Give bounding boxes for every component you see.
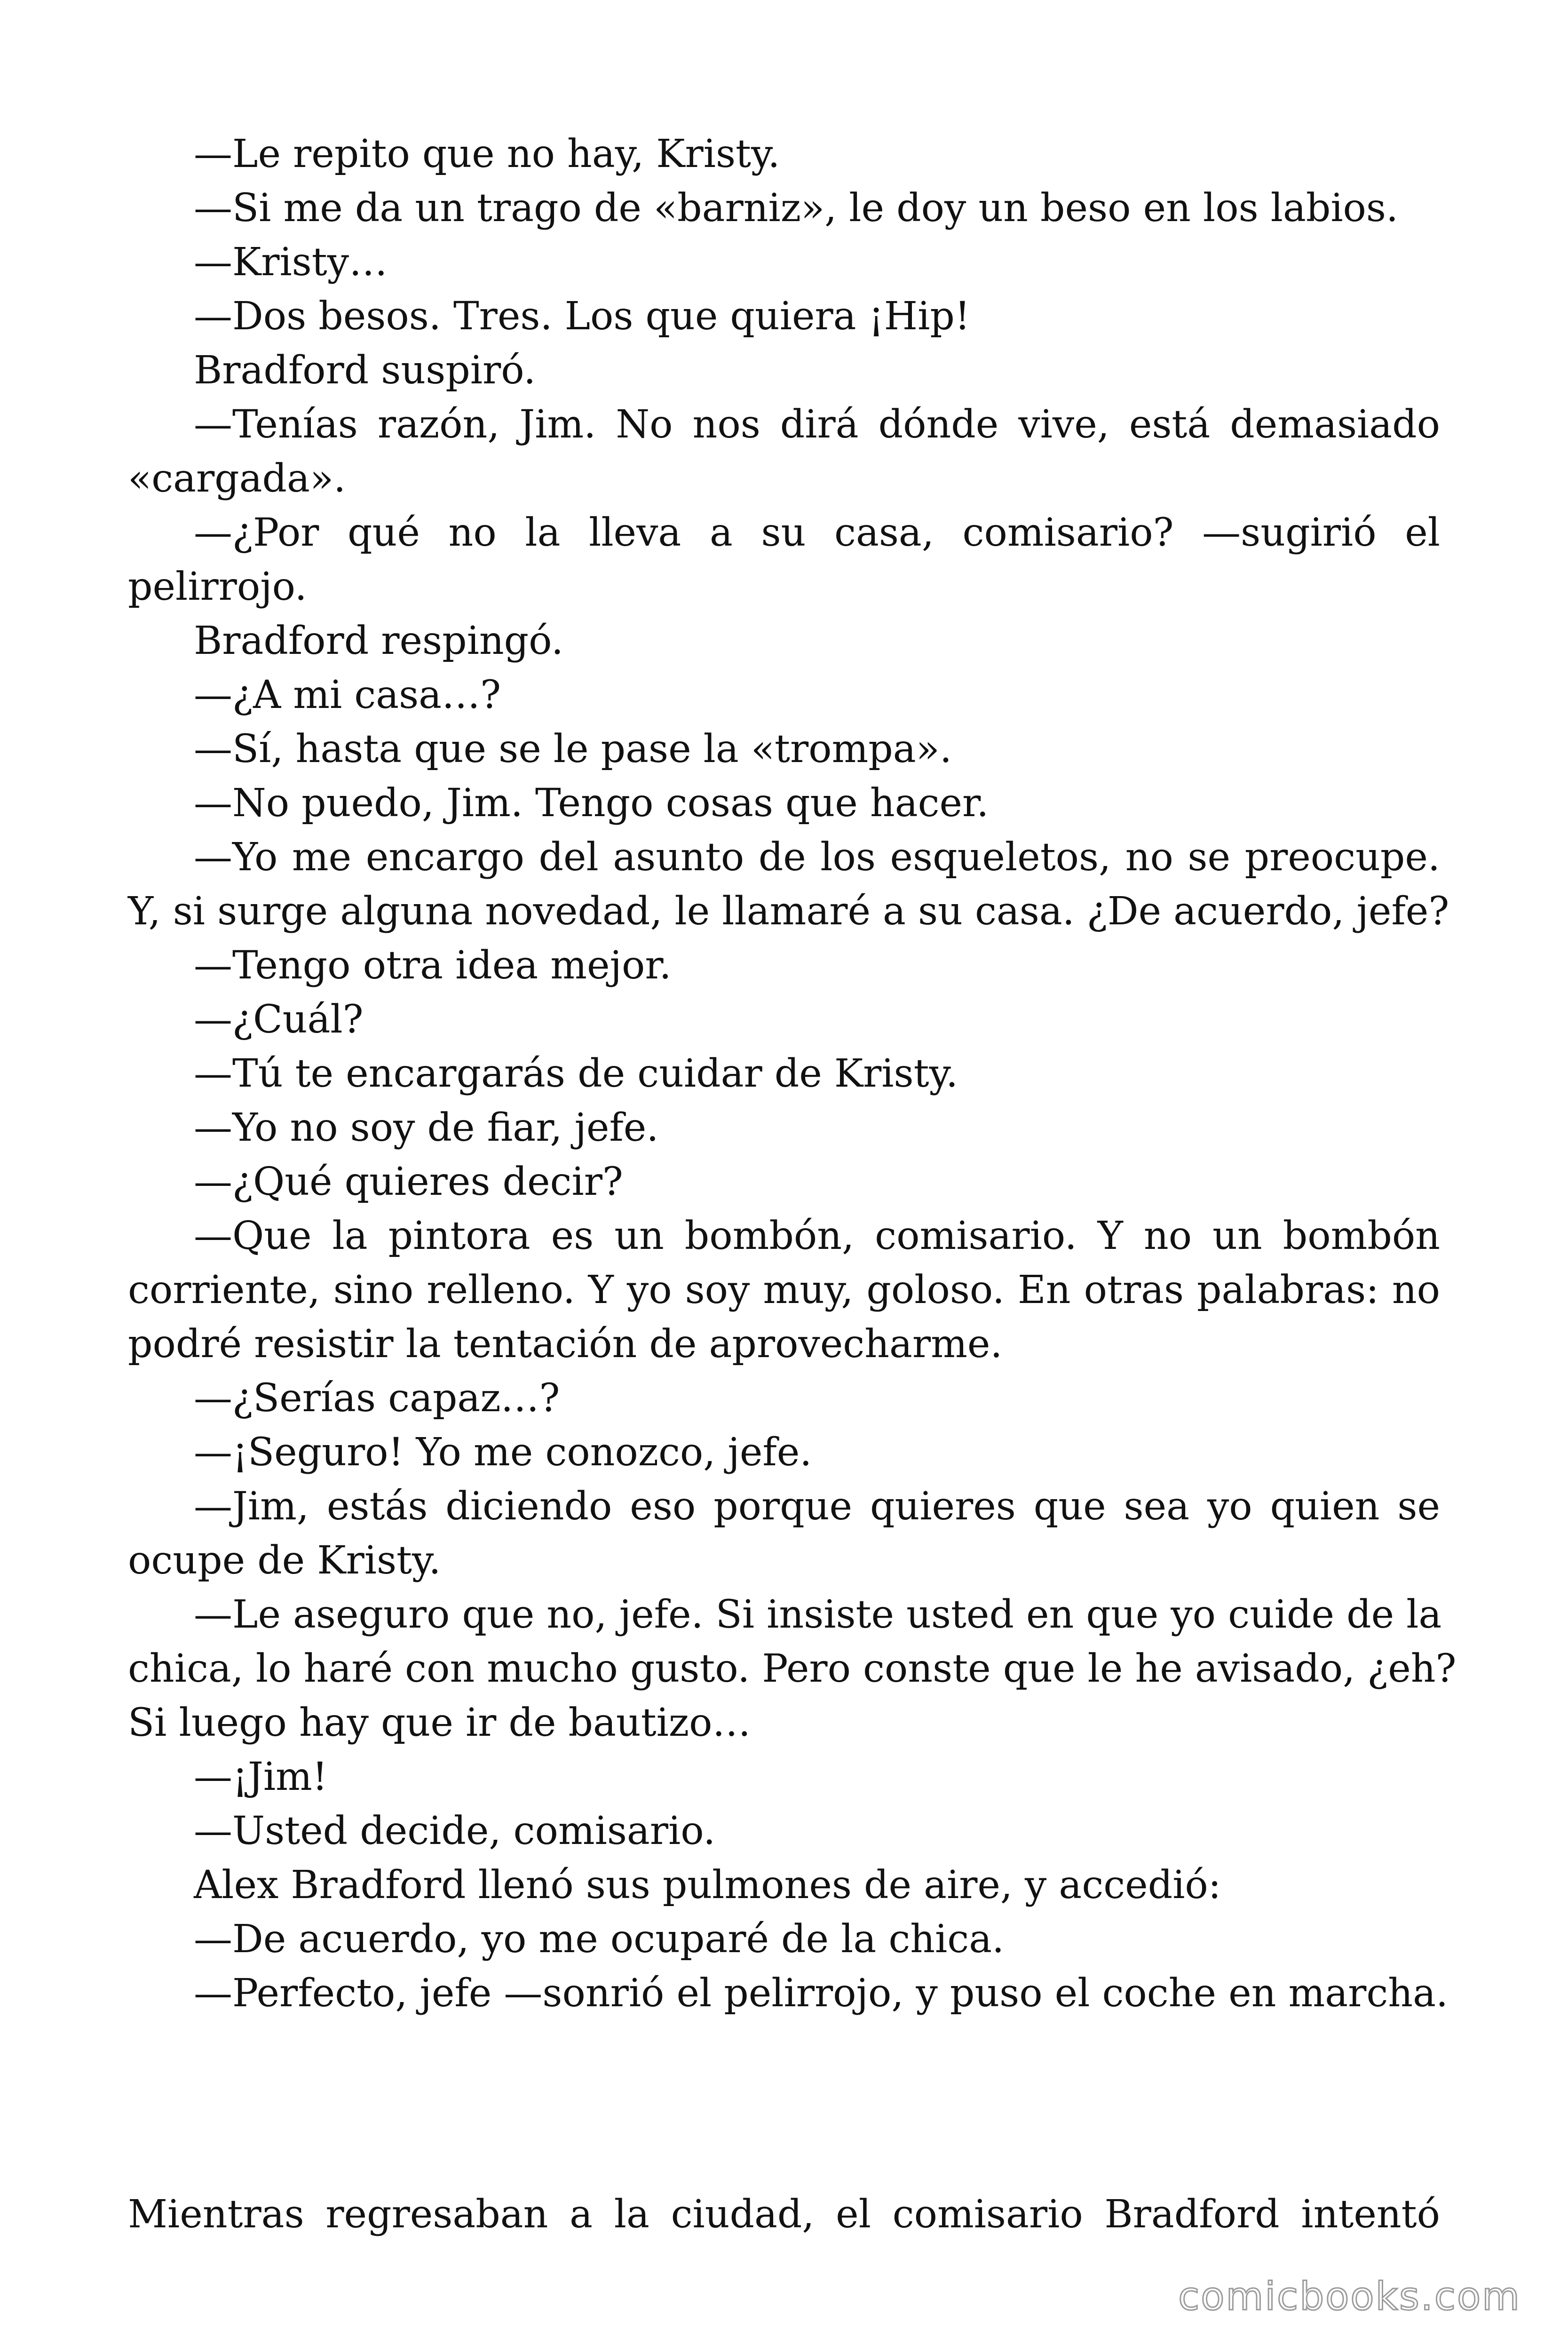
text-line: —De acuerdo, yo me ocuparé de la chica. bbox=[194, 1917, 1005, 1962]
text-line: podré resistir la tentación de aprovecharme. bbox=[128, 1322, 1003, 1367]
text-line: —Kristy… bbox=[194, 240, 388, 285]
text-line: —Yo no soy de fiar, jefe. bbox=[194, 1105, 659, 1150]
text-line: —Yo me encargo del asunto de los esqueletos, no se preocupe. bbox=[194, 835, 1440, 880]
text-line: —Jim, estás diciendo eso porque quieres que sea yo quien se bbox=[194, 1484, 1440, 1529]
text-line: Si luego hay que ir de bautizo… bbox=[128, 1700, 751, 1745]
text-line: Mientras regresaban a la ciudad, el comisario Bradford intentó bbox=[128, 2192, 1440, 2237]
page-body bbox=[128, 127, 1457, 2241]
text-line: —¿Qué quieres decir? bbox=[194, 1160, 623, 1204]
text-line: —Perfecto, jefe —sonrió el pelirrojo, y puso el coche en marcha. bbox=[194, 1971, 1449, 2016]
text-line: «cargada». bbox=[128, 456, 346, 501]
text-line: —¿A mi casa…? bbox=[194, 673, 501, 717]
text-line: —Tengo otra idea mejor. bbox=[194, 943, 672, 988]
text-line: —No puedo, Jim. Tengo cosas que hacer. bbox=[194, 781, 989, 826]
text-line: pelirrojo. bbox=[128, 564, 307, 609]
watermark-logo: comicbooks.com bbox=[1178, 2274, 1521, 2319]
text-line: Bradford suspiró. bbox=[194, 348, 536, 393]
text-line: —Le aseguro que no, jefe. Si insiste usted en que yo cuide de la bbox=[194, 1592, 1442, 1637]
text-line: Bradford respingó. bbox=[194, 619, 564, 663]
text-line: —Sí, hasta que se le pase la «trompa». bbox=[194, 727, 952, 771]
text-line: —Usted decide, comisario. bbox=[194, 1809, 716, 1853]
text-line: —Tú te encargarás de cuidar de Kristy. bbox=[194, 1051, 958, 1096]
text-line: —Tenías razón, Jim. No nos dirá dónde vive, está demasiado bbox=[194, 402, 1440, 447]
text-line: ocupe de Kristy. bbox=[128, 1538, 441, 1583]
text-line: Y, si surge alguna novedad, le llamaré a su casa. ¿De acuerdo, jefe? bbox=[128, 889, 1449, 934]
text-line: —¿Serías capaz…? bbox=[194, 1376, 560, 1421]
text-line: —Que la pintora es un bombón, comisario. Y no un bombón bbox=[194, 1214, 1440, 1258]
text-line: —Dos besos. Tres. Los que quiera ¡Hip! bbox=[194, 294, 970, 339]
text-line: —¡Jim! bbox=[194, 1755, 328, 1799]
text-line: —¿Cuál? bbox=[194, 997, 364, 1042]
section-break bbox=[128, 2020, 1440, 2187]
text-line: —Si me da un trago de «barniz», le doy un beso en los labios. bbox=[194, 186, 1399, 230]
text-line: corriente, sino relleno. Y yo soy muy, goloso. En otras palabras: no bbox=[128, 1268, 1440, 1312]
text-line: Alex Bradford llenó sus pulmones de aire, y accedió: bbox=[194, 1863, 1221, 1907]
text-line: —¡Seguro! Yo me conozco, jefe. bbox=[194, 1430, 812, 1475]
text-line: —¿Por qué no la lleva a su casa, comisario? —sugirió el bbox=[194, 510, 1440, 555]
text-line: —Le repito que no hay, Kristy. bbox=[194, 132, 780, 176]
text-line: chica, lo haré con mucho gusto. Pero conste que le he avisado, ¿eh? bbox=[128, 1646, 1457, 1691]
